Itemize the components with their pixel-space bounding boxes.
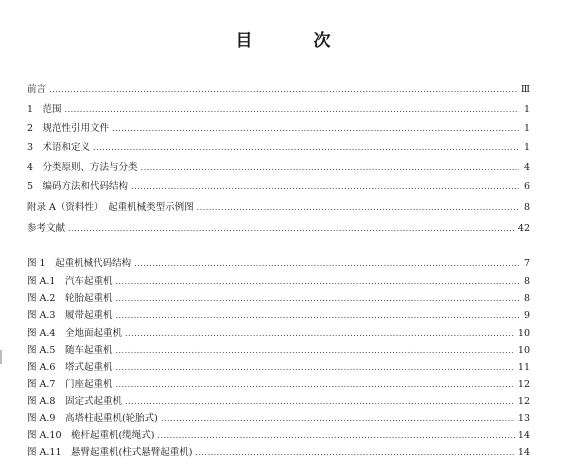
toc-page-number: 4 [523, 162, 530, 173]
dot-leader [141, 161, 519, 175]
toc-page-number: 42 [517, 223, 530, 234]
dot-leader [115, 292, 519, 306]
page-margin-mark [0, 350, 2, 364]
toc-page-number: 9 [523, 310, 530, 321]
toc-figure-entry[interactable] [27, 275, 530, 289]
dot-leader [115, 378, 514, 392]
toc-figure-entry[interactable] [27, 395, 530, 409]
toc-entry-label: 4 分类原则、方法与分类 [27, 162, 138, 173]
toc-page-number: 14 [517, 430, 530, 441]
toc-entry-label: 图 A.6 塔式起重机 [27, 362, 113, 373]
toc-entry-bibliography[interactable] [27, 222, 530, 236]
toc-entry-label: 图 A.10 桅杆起重机(缆绳式) [27, 430, 155, 441]
toc-page-number: 8 [523, 276, 530, 287]
dot-leader [49, 83, 518, 97]
toc-figure-entry[interactable] [27, 257, 530, 271]
toc-page-number: 8 [523, 293, 530, 304]
dot-leader [195, 446, 515, 460]
toc-figure-entry[interactable] [27, 327, 530, 341]
toc-entry-label: 图 1 起重机械代码结构 [27, 258, 132, 269]
toc-page-number: 11 [517, 362, 530, 373]
toc-entry-label: 图 A.1 汽车起重机 [27, 276, 113, 287]
toc-page-number: 1 [523, 123, 530, 134]
toc-page-number: 1 [523, 104, 530, 115]
dot-leader [125, 327, 515, 341]
toc-page-number: 10 [517, 328, 530, 339]
dot-leader [125, 395, 515, 409]
dot-leader [134, 257, 519, 271]
toc-entry-label: 图 A.9 高塔柱起重机(轮胎式) [27, 413, 158, 424]
toc-entry-scope[interactable] [27, 103, 530, 117]
dot-leader [115, 344, 514, 358]
toc-page-number: 12 [517, 396, 530, 407]
toc-entry-label: 附录 A（资料性） 起重机械类型示例图 [27, 202, 194, 213]
toc-entry-normative-references[interactable] [27, 122, 530, 136]
toc-page-number: 7 [523, 258, 530, 269]
toc-entry-classification[interactable] [27, 161, 530, 175]
dot-leader [115, 361, 514, 375]
toc-entry-label: 图 A.3 履带起重机 [27, 310, 113, 321]
toc-entry-appendix-a[interactable] [27, 201, 530, 215]
toc-entry-label: 图 A.4 全地面起重机 [27, 328, 122, 339]
dot-leader [65, 103, 519, 117]
toc-entry-coding-method[interactable] [27, 180, 530, 194]
toc-entry-label: 参考文献 [27, 223, 66, 234]
page-title: 目 次 [235, 31, 353, 51]
toc-entry-terms[interactable] [27, 141, 530, 155]
toc-entry-label: 图 A.11 悬臂起重机(柱式悬臂起重机) [27, 447, 193, 458]
dot-leader [93, 141, 519, 155]
toc-figure-entry[interactable] [27, 309, 530, 323]
toc-figure-entry[interactable] [27, 378, 530, 392]
toc-page-number: 13 [517, 413, 530, 424]
toc-page-number: 10 [517, 345, 530, 356]
dot-leader [68, 222, 515, 236]
dot-leader [157, 429, 515, 443]
toc-page-number: 1 [523, 142, 530, 153]
toc-entry-label: 前言 [27, 84, 47, 95]
toc-figure-entry[interactable] [27, 292, 530, 306]
toc-entry-label: 1 范围 [27, 104, 62, 115]
toc-page-number: 14 [517, 447, 530, 458]
dot-leader [115, 275, 519, 289]
toc-entry-foreword[interactable] [27, 83, 530, 97]
dot-leader [161, 412, 515, 426]
toc-figure-entry[interactable] [27, 361, 530, 375]
toc-page-number: 12 [517, 379, 530, 390]
toc-figure-entry[interactable] [27, 344, 530, 358]
toc-figure-entry[interactable] [27, 429, 530, 443]
toc-entry-label: 图 A.8 固定式起重机 [27, 396, 122, 407]
toc-figure-entry[interactable] [27, 446, 530, 460]
toc-page-number: 6 [523, 181, 530, 192]
dot-leader [115, 309, 519, 323]
toc-entry-label: 图 A.5 随车起重机 [27, 345, 113, 356]
dot-leader [197, 201, 519, 215]
toc-page-number: 8 [523, 202, 530, 213]
toc-entry-label: 3 术语和定义 [27, 142, 91, 153]
toc-entry-label: 2 规范性引用文件 [27, 123, 110, 134]
toc-page-number: Ⅲ [520, 84, 530, 95]
toc-entry-label: 图 A.7 门座起重机 [27, 379, 113, 390]
dot-leader [131, 180, 519, 194]
toc-entry-label: 图 A.2 轮胎起重机 [27, 293, 113, 304]
toc-figure-entry[interactable] [27, 412, 530, 426]
dot-leader [112, 122, 519, 136]
toc-entry-label: 5 编码方法和代码结构 [27, 181, 129, 192]
